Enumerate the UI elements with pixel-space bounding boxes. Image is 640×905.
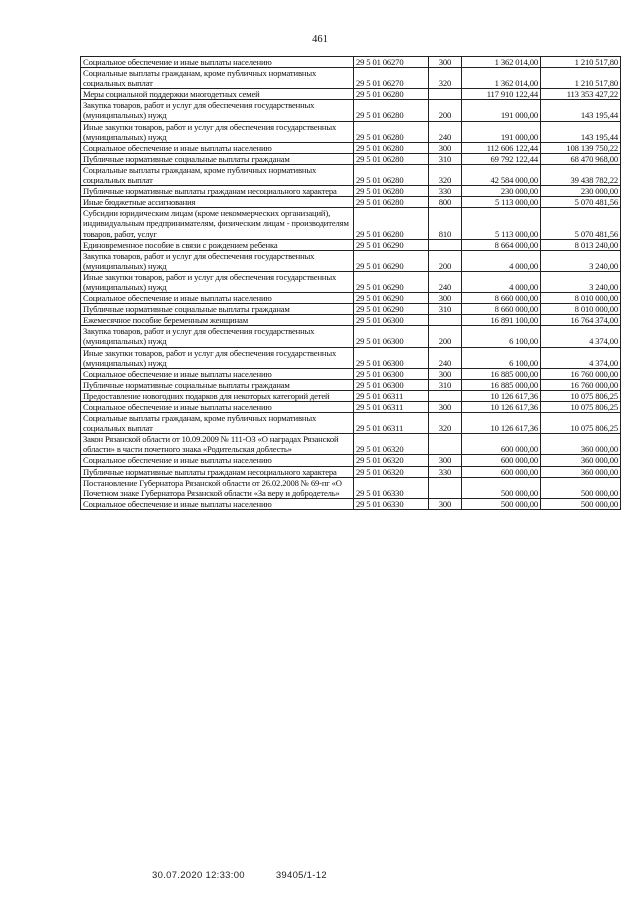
row-code-cell: 29 5 01 06320 [354,466,429,477]
row-type-cell: 800 [429,197,462,208]
row-amount-year2-cell: 4 374,00 [541,347,621,368]
row-type-cell: 330 [429,466,462,477]
row-name-cell: Социальное обеспечение и иные выплаты населению [81,455,354,466]
row-code-cell: 29 5 01 06290 [354,250,429,271]
row-amount-year1-cell: 600 000,00 [462,455,541,466]
row-amount-year1-cell: 1 362 014,00 [462,68,541,89]
row-amount-year2-cell: 1 210 517,80 [541,57,621,68]
row-amount-year1-cell: 112 606 122,44 [462,142,541,153]
row-amount-year2-cell: 5 070 481,56 [541,208,621,239]
row-name-cell: Социальное обеспечение и иные выплаты населению [81,402,354,413]
row-amount-year1-cell: 42 584 000,00 [462,164,541,185]
row-amount-year1-cell: 16 885 000,00 [462,368,541,379]
row-type-cell [429,315,462,326]
table-row [81,347,621,368]
row-amount-year1-cell: 4 000,00 [462,271,541,292]
row-type-cell [429,477,462,498]
row-amount-year2-cell: 500 000,00 [541,498,621,509]
row-type-cell [429,434,462,455]
row-name-cell: Публичные нормативные социальные выплаты гражданам [81,153,354,164]
table-row [81,413,621,434]
row-code-cell: 29 5 01 06320 [354,434,429,455]
row-type-cell: 320 [429,413,462,434]
row-code-cell: 29 5 01 06311 [354,413,429,434]
row-amount-year1-cell: 500 000,00 [462,498,541,509]
row-name-cell: Ежемесячное пособие беременным женщинам [81,315,354,326]
row-type-cell: 320 [429,164,462,185]
row-code-cell: 29 5 01 06290 [354,271,429,292]
row-amount-year1-cell: 1 362 014,00 [462,57,541,68]
row-amount-year2-cell: 8 010 000,00 [541,304,621,315]
page-number: 461 [312,34,328,45]
row-code-cell: 29 5 01 06300 [354,379,429,390]
row-amount-year1-cell: 8 660 000,00 [462,304,541,315]
table-row [81,315,621,326]
row-name-cell: Предоставление новогодних подарков для некоторых категорий детей [81,390,354,401]
row-type-cell: 300 [429,293,462,304]
table-row [81,271,621,292]
table-row [81,68,621,89]
row-amount-year2-cell: 5 070 481,56 [541,197,621,208]
row-type-cell: 300 [429,57,462,68]
row-amount-year1-cell: 117 910 122,44 [462,89,541,100]
table-row [81,197,621,208]
row-amount-year1-cell: 4 000,00 [462,250,541,271]
table-row [81,477,621,498]
row-code-cell: 29 5 01 06330 [354,498,429,509]
row-code-cell: 29 5 01 06311 [354,402,429,413]
row-type-cell: 200 [429,326,462,347]
row-name-cell: Публичные нормативные социальные выплаты гражданам [81,304,354,315]
row-name-cell: Меры социальной поддержки многодетных семей [81,89,354,100]
budget-table-body [81,57,621,510]
row-type-cell: 300 [429,368,462,379]
table-row [81,368,621,379]
row-code-cell: 29 5 01 06280 [354,100,429,121]
row-amount-year2-cell: 3 240,00 [541,250,621,271]
row-amount-year1-cell: 5 113 000,00 [462,197,541,208]
row-amount-year2-cell: 68 470 968,00 [541,153,621,164]
row-name-cell: Социальные выплаты гражданам, кроме публичных нормативных социальных выплат [81,413,354,434]
row-code-cell: 29 5 01 06280 [354,153,429,164]
row-name-cell: Иные закупки товаров, работ и услуг для обеспечения государственных (муниципальных) нужд [81,121,354,142]
table-row [81,100,621,121]
table-row [81,208,621,239]
row-type-cell [429,89,462,100]
table-row [81,293,621,304]
row-amount-year1-cell: 8 664 000,00 [462,239,541,250]
row-amount-year2-cell: 10 075 806,25 [541,413,621,434]
row-type-cell: 200 [429,100,462,121]
table-row [81,57,621,68]
row-name-cell: Иные закупки товаров, работ и услуг для обеспечения государственных (муниципальных) нужд [81,271,354,292]
row-code-cell: 29 5 01 06270 [354,68,429,89]
row-amount-year1-cell: 500 000,00 [462,477,541,498]
row-type-cell: 300 [429,142,462,153]
row-amount-year1-cell: 10 126 617,36 [462,413,541,434]
row-amount-year1-cell: 230 000,00 [462,186,541,197]
row-code-cell: 29 5 01 06290 [354,293,429,304]
row-amount-year1-cell: 600 000,00 [462,434,541,455]
row-type-cell: 330 [429,186,462,197]
row-name-cell: Социальное обеспечение и иные выплаты населению [81,368,354,379]
row-type-cell: 810 [429,208,462,239]
row-name-cell: Социальные выплаты гражданам, кроме публичных нормативных социальных выплат [81,164,354,185]
row-amount-year1-cell: 16 891 100,00 [462,315,541,326]
row-name-cell: Закупка товаров, работ и услуг для обеспечения государственных (муниципальных) нужд [81,250,354,271]
row-name-cell: Социальное обеспечение и иные выплаты населению [81,498,354,509]
row-amount-year2-cell: 360 000,00 [541,455,621,466]
row-type-cell: 300 [429,498,462,509]
page-footer [152,870,327,881]
row-code-cell: 29 5 01 06280 [354,164,429,185]
row-name-cell: Публичные нормативные выплаты гражданам несоциального характера [81,186,354,197]
row-name-cell: Социальное обеспечение и иные выплаты населению [81,142,354,153]
row-amount-year2-cell: 230 000,00 [541,186,621,197]
row-amount-year2-cell: 143 195,44 [541,100,621,121]
row-name-cell: Закон Рязанской области от 10.09.2009 № 111-ОЗ «О наградах Рязанской области» в части почетного знака «Родительская доблесть» [81,434,354,455]
row-code-cell: 29 5 01 06290 [354,304,429,315]
row-name-cell: Социальное обеспечение и иные выплаты населению [81,57,354,68]
row-name-cell: Иные закупки товаров, работ и услуг для обеспечения государственных (муниципальных) нужд [81,347,354,368]
table-row [81,164,621,185]
row-code-cell: 29 5 01 06290 [354,239,429,250]
table-row [81,239,621,250]
table-row [81,121,621,142]
row-type-cell: 240 [429,271,462,292]
row-amount-year2-cell: 8 010 000,00 [541,293,621,304]
row-amount-year1-cell: 16 885 000,00 [462,379,541,390]
row-amount-year2-cell: 10 075 806,25 [541,390,621,401]
row-amount-year2-cell: 16 760 000,00 [541,368,621,379]
row-amount-year2-cell: 3 240,00 [541,271,621,292]
table-row [81,402,621,413]
row-amount-year1-cell: 6 100,00 [462,326,541,347]
row-type-cell: 310 [429,304,462,315]
row-name-cell: Публичные нормативные выплаты гражданам несоциального характера [81,466,354,477]
table-row [81,153,621,164]
table-row [81,89,621,100]
row-code-cell: 29 5 01 06311 [354,390,429,401]
row-code-cell: 29 5 01 06280 [354,197,429,208]
row-name-cell: Единовременное пособие в связи с рождением ребенка [81,239,354,250]
table-row [81,466,621,477]
table-row [81,326,621,347]
row-amount-year2-cell: 4 374,00 [541,326,621,347]
row-type-cell: 310 [429,153,462,164]
row-amount-year1-cell: 191 000,00 [462,100,541,121]
row-name-cell: Публичные нормативные социальные выплаты гражданам [81,379,354,390]
row-amount-year2-cell: 16 764 374,00 [541,315,621,326]
row-type-cell [429,390,462,401]
row-type-cell: 240 [429,121,462,142]
row-amount-year1-cell: 10 126 617,36 [462,402,541,413]
row-amount-year1-cell: 5 113 000,00 [462,208,541,239]
row-code-cell: 29 5 01 06300 [354,326,429,347]
row-amount-year2-cell: 8 013 240,00 [541,239,621,250]
row-code-cell: 29 5 01 06300 [354,368,429,379]
row-code-cell: 29 5 01 06280 [354,208,429,239]
row-type-cell: 200 [429,250,462,271]
row-code-cell: 29 5 01 06280 [354,89,429,100]
row-type-cell: 240 [429,347,462,368]
row-amount-year1-cell: 191 000,00 [462,121,541,142]
row-amount-year1-cell: 6 100,00 [462,347,541,368]
budget-table [80,56,621,510]
row-amount-year2-cell: 1 210 517,80 [541,68,621,89]
table-row [81,142,621,153]
row-code-cell: 29 5 01 06280 [354,142,429,153]
row-code-cell: 29 5 01 06300 [354,315,429,326]
row-amount-year2-cell: 113 353 427,22 [541,89,621,100]
row-amount-year1-cell: 69 792 122,44 [462,153,541,164]
row-amount-year2-cell: 16 760 000,00 [541,379,621,390]
table-row [81,434,621,455]
row-amount-year2-cell: 39 438 782,22 [541,164,621,185]
row-code-cell: 29 5 01 06320 [354,455,429,466]
row-amount-year2-cell: 10 075 806,25 [541,402,621,413]
row-amount-year1-cell: 8 660 000,00 [462,293,541,304]
row-code-cell: 29 5 01 06280 [354,121,429,142]
row-amount-year1-cell: 10 126 617,36 [462,390,541,401]
row-type-cell: 310 [429,379,462,390]
row-code-cell: 29 5 01 06300 [354,347,429,368]
row-name-cell: Иные бюджетные ассигнования [81,197,354,208]
row-code-cell: 29 5 01 06330 [354,477,429,498]
footer-doc-id: 39405/1-12 [275,870,327,881]
row-type-cell: 300 [429,402,462,413]
table-row [81,498,621,509]
row-code-cell: 29 5 01 06270 [354,57,429,68]
row-name-cell: Социальное обеспечение и иные выплаты населению [81,293,354,304]
row-name-cell: Социальные выплаты гражданам, кроме публичных нормативных социальных выплат [81,68,354,89]
table-row [81,379,621,390]
row-amount-year2-cell: 143 195,44 [541,121,621,142]
table-row [81,250,621,271]
row-code-cell: 29 5 01 06280 [354,186,429,197]
row-amount-year2-cell: 360 000,00 [541,466,621,477]
row-type-cell: 320 [429,68,462,89]
table-row [81,186,621,197]
table-row [81,304,621,315]
row-type-cell: 300 [429,455,462,466]
row-amount-year1-cell: 600 000,00 [462,466,541,477]
row-amount-year2-cell: 360 000,00 [541,434,621,455]
table-row [81,390,621,401]
table-row [81,455,621,466]
row-amount-year2-cell: 500 000,00 [541,477,621,498]
row-name-cell: Постановление Губернатора Рязанской области от 26.02.2008 № 69-пг «О Почетном знаке Губернатора Рязанской области «За веру и добродетель» [81,477,354,498]
row-name-cell: Закупка товаров, работ и услуг для обеспечения государственных (муниципальных) нужд [81,326,354,347]
row-name-cell: Закупка товаров, работ и услуг для обеспечения государственных (муниципальных) нужд [81,100,354,121]
row-name-cell: Субсидии юридическим лицам (кроме некоммерческих организаций), индивидуальным предпринимателям, физическим лицам - производителям товаров, работ, услуг [81,208,354,239]
footer-timestamp: 30.07.2020 12:33:00 [152,870,245,881]
row-type-cell [429,239,462,250]
row-amount-year2-cell: 108 139 750,22 [541,142,621,153]
